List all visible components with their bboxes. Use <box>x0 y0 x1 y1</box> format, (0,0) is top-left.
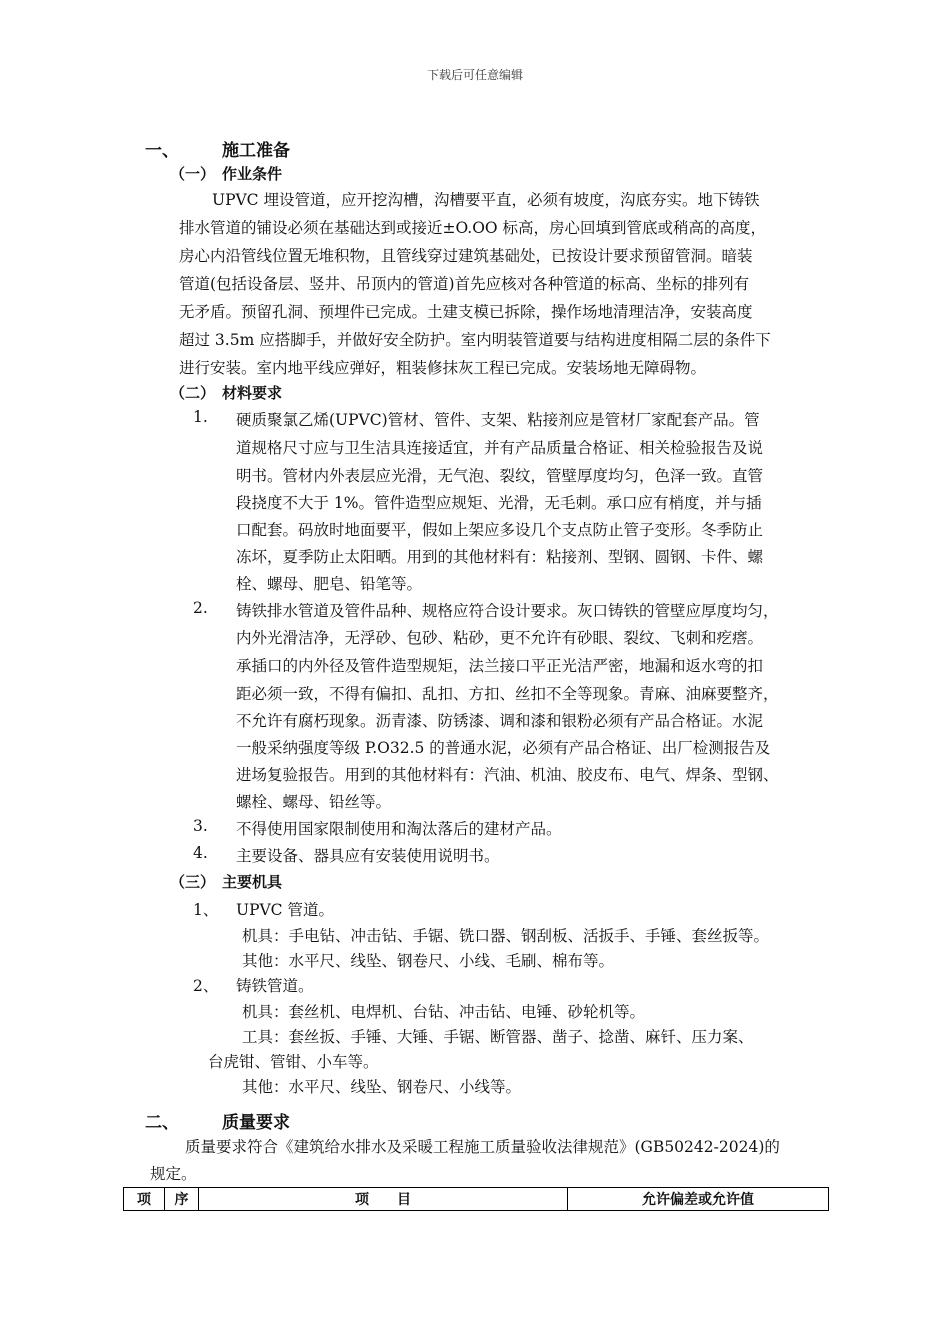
table-header-cell: 项 <box>124 1188 165 1211</box>
list-item-line: 冻坏，夏季防止太阳晒。用到的其他材料有：粘接剂、型钢、圆钢、卡件、螺 <box>236 548 764 566</box>
subsection-title: 主要机具 <box>222 873 283 891</box>
list-item-line: 明书。管材内外表层应光滑，无气泡、裂纹，管壁厚度均匀，色泽一致。直管 <box>236 467 764 485</box>
list-number: 2、 <box>193 977 219 995</box>
section-number: 一、 <box>145 141 179 161</box>
paragraph-line: 房心内沿管线位置无堆积物，且管线穿过建筑基础处，已按设计要求预留管洞。暗装 <box>179 247 753 265</box>
paragraph-line: 无矛盾。预留孔洞、预埋件已完成。土建支模已拆除，操作场地清理洁净，安装高度 <box>179 303 753 321</box>
tools-line: 机具：手电钻、冲击钻、手锯、铣口器、钢刮板、活扳手、手锤、套丝扳等。 <box>242 927 770 945</box>
paragraph-line: 进行安装。室内地平线应弹好，粗装修抹灰工程已完成。安装场地无障碍物。 <box>179 359 707 377</box>
section-title: 质量要求 <box>222 1113 290 1133</box>
list-item-line: 硬质聚氯乙烯(UPVC)管材、管件、支架、粘接剂应是管材厂家配套产品。管 <box>236 411 760 429</box>
paragraph-line: UPVC 埋设管道，应开挖沟槽，沟槽要平直，必须有坡度，沟底夯实。地下铸铁 <box>212 191 760 209</box>
quality-table <box>123 1187 829 1211</box>
paragraph-line: 质量要求符合《建筑给水排水及采暖工程施工质量验收法律规范》(GB50242-2024)的 <box>185 1138 780 1156</box>
list-number: 2. <box>193 599 208 617</box>
table-header-cell: 序 <box>165 1188 199 1211</box>
paragraph-line: 规定。 <box>150 1165 197 1183</box>
list-item-line: 距必须一致，不得有偏扣、乱扣、方扣、丝扣不全等现象。青麻、油麻要整齐， <box>236 685 779 703</box>
list-item-line: 不允许有腐朽现象。沥青漆、防锈漆、调和漆和银粉必须有产品合格证。水泥 <box>236 712 764 730</box>
tools-line: 台虎钳、管钳、小车等。 <box>208 1053 379 1071</box>
subsection-title: 材料要求 <box>222 384 283 402</box>
list-item-line: 主要设备、器具应有安装使用说明书。 <box>236 847 500 865</box>
tools-line: 其他：水平尺、线坠、钢卷尺、小线、毛刷、棉布等。 <box>242 952 615 970</box>
list-number: 3. <box>193 817 208 835</box>
tools-line: 其他：水平尺、线坠、钢卷尺、小线等。 <box>242 1078 522 1096</box>
list-item-title: UPVC 管道。 <box>236 901 334 919</box>
list-item-line: 栓、螺母、肥皂、铅笔等。 <box>236 575 423 593</box>
list-number: 4. <box>193 844 208 862</box>
paragraph-line: 管道(包括设备层、竖井、吊顶内的管道)首先应核对各种管道的标高、坐标的排列有 <box>179 275 750 293</box>
list-item-line: 段挠度不大于 1%。管件造型应规矩、光滑，无毛刺。承口应有梢度，并与插 <box>236 494 762 512</box>
list-item-title: 铸铁管道。 <box>236 977 314 995</box>
section-number: 二、 <box>145 1113 179 1133</box>
table-header-cell: 项 目 <box>199 1188 568 1211</box>
subsection-number: （二） <box>170 384 216 402</box>
subsection-number: （三） <box>170 873 216 891</box>
list-item-line: 承插口的内外径及管件造型规矩，法兰接口平正光洁严密，地漏和返水弯的扣 <box>236 657 764 675</box>
list-item-line: 不得使用国家限制使用和淘汰落后的建材产品。 <box>236 820 562 838</box>
list-number: 1、 <box>193 901 219 919</box>
tools-line: 机具：套丝机、电焊机、台钻、冲击钻、电锤、砂轮机等。 <box>242 1003 646 1021</box>
list-item-line: 道规格尺寸应与卫生洁具连接适宜，并有产品质量合格证、相关检验报告及说 <box>236 439 764 457</box>
list-item-line: 进场复验报告。用到的其他材料有：汽油、机油、胶皮布、电气、焊条、型钢、 <box>236 766 779 784</box>
list-item-line: 口配套。码放时地面要平，假如上架应多设几个支点防止管子变形。冬季防止 <box>236 521 764 539</box>
table-header-row <box>124 1188 829 1211</box>
list-item-line: 一般采纳强度等级 P.O32.5 的普通水泥，必须有产品合格证、出厂检测报告及 <box>236 739 771 757</box>
list-item-line: 螺栓、螺母、铅丝等。 <box>236 793 392 811</box>
paragraph-line: 超过 3.5m 应搭脚手，并做好安全防护。室内明装管道要与结构进度相隔二层的条件下 <box>179 331 771 349</box>
page-header: 下载后可任意编辑 <box>426 68 523 82</box>
section-title: 施工准备 <box>222 141 290 161</box>
list-number: 1. <box>193 408 208 426</box>
subsection-number: （一） <box>170 165 216 183</box>
table-header-cell: 允许偏差或允许值 <box>568 1188 829 1211</box>
list-item-line: 内外光滑洁净，无浮砂、包砂、粘砂，更不允许有砂眼、裂纹、飞刺和疙瘩。 <box>236 629 764 647</box>
tools-line: 工具：套丝扳、手锤、大锤、手锯、断管器、凿子、捻凿、麻钎、压力案、 <box>242 1028 754 1046</box>
paragraph-line: 排水管道的铺设必须在基础达到或接近±O.OO 标高，房心回填到管底或稍高的高度， <box>179 219 767 237</box>
list-item-line: 铸铁排水管道及管件品种、规格应符合设计要求。灰口铸铁的管壁应厚度均匀， <box>236 602 779 620</box>
subsection-title: 作业条件 <box>222 165 283 183</box>
